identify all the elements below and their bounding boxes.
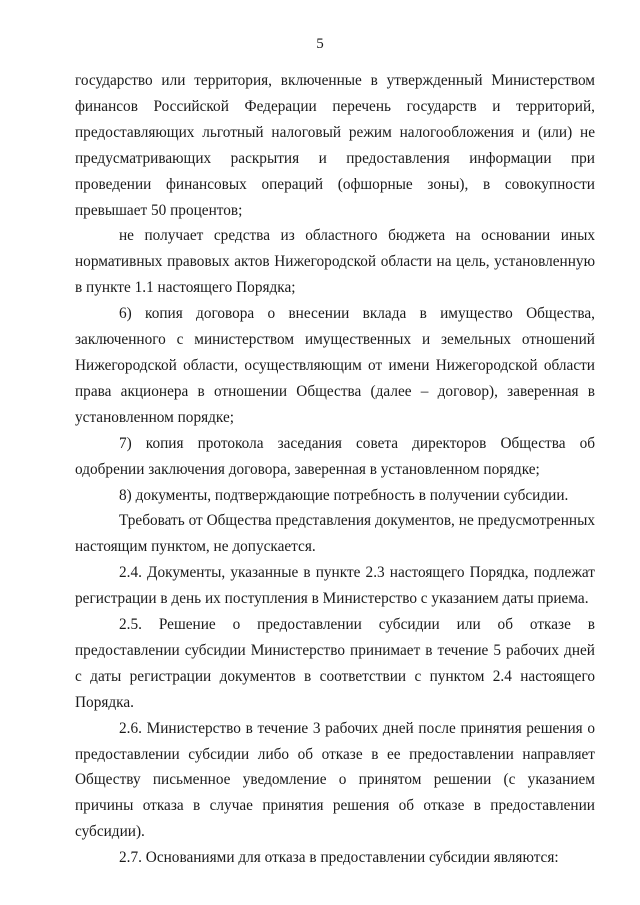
paragraph-7: 2.4. Документы, указанные в пункте 2.3 настоящего Порядка, подлежат регистрации в день их поступления в Министерство с указанием даты приема. <box>75 564 595 608</box>
paragraph-2: не получает средства из областного бюджета на основании иных нормативных правовых актов Нижегородской области на цель, установленную в пункте 1.1 настоящего Порядка; <box>75 227 595 297</box>
paragraph-8: 2.5. Решение о предоставлении субсидии или об отказе в предоставлении субсидии Министерство принимает в течение 5 рабочих дней с даты регистрации документов в соответствии с пунктом 2.4 настоящего Порядка. <box>75 616 595 711</box>
paragraph-10: 2.7. Основаниями для отказа в предоставлении субсидии являются: <box>119 849 559 867</box>
page-number: 5 <box>316 36 324 52</box>
paragraph-4: 7) копия протокола заседания совета директоров Общества об одобрении заключения договора, заверенная в установленном порядке; <box>75 434 595 478</box>
document-body <box>75 68 595 871</box>
paragraph-9: 2.6. Министерство в течение 3 рабочих дней после принятия решения о предоставлении субсидии либо об отказе в ее предоставлении направляет Обществу письменное уведомление о принятом решении (с указанием причины отказа в случае принятия решения об отказе в предоставлении субсидии). <box>75 719 595 841</box>
paragraph-6: Требовать от Общества представления документов, не предусмотренных настоящим пунктом, не допускается. <box>75 512 595 556</box>
paragraph-3: 6) копия договора о внесении вклада в имущество Общества, заключенного с министерством имущественных и земельных отношений Нижегородской области, осуществляющим от имени Нижегородской области права акционера в отношении Общества (далее – договор), заверенная в установленном порядке; <box>75 305 595 426</box>
paragraph-5: 8) документы, подтверждающие потребность в получении субсидии. <box>119 486 569 504</box>
paragraph-1: государство или территория, включенные в утвержденный Министерством финансов Российской Федерации перечень государств и территорий, предоставляющих льготный налоговый режим налогообложения и (или) не предусматривающих раскрытия и предоставления информации при проведении финансовых операций (офшорные зоны), в совокупности превышает 50 процентов; <box>75 72 595 219</box>
